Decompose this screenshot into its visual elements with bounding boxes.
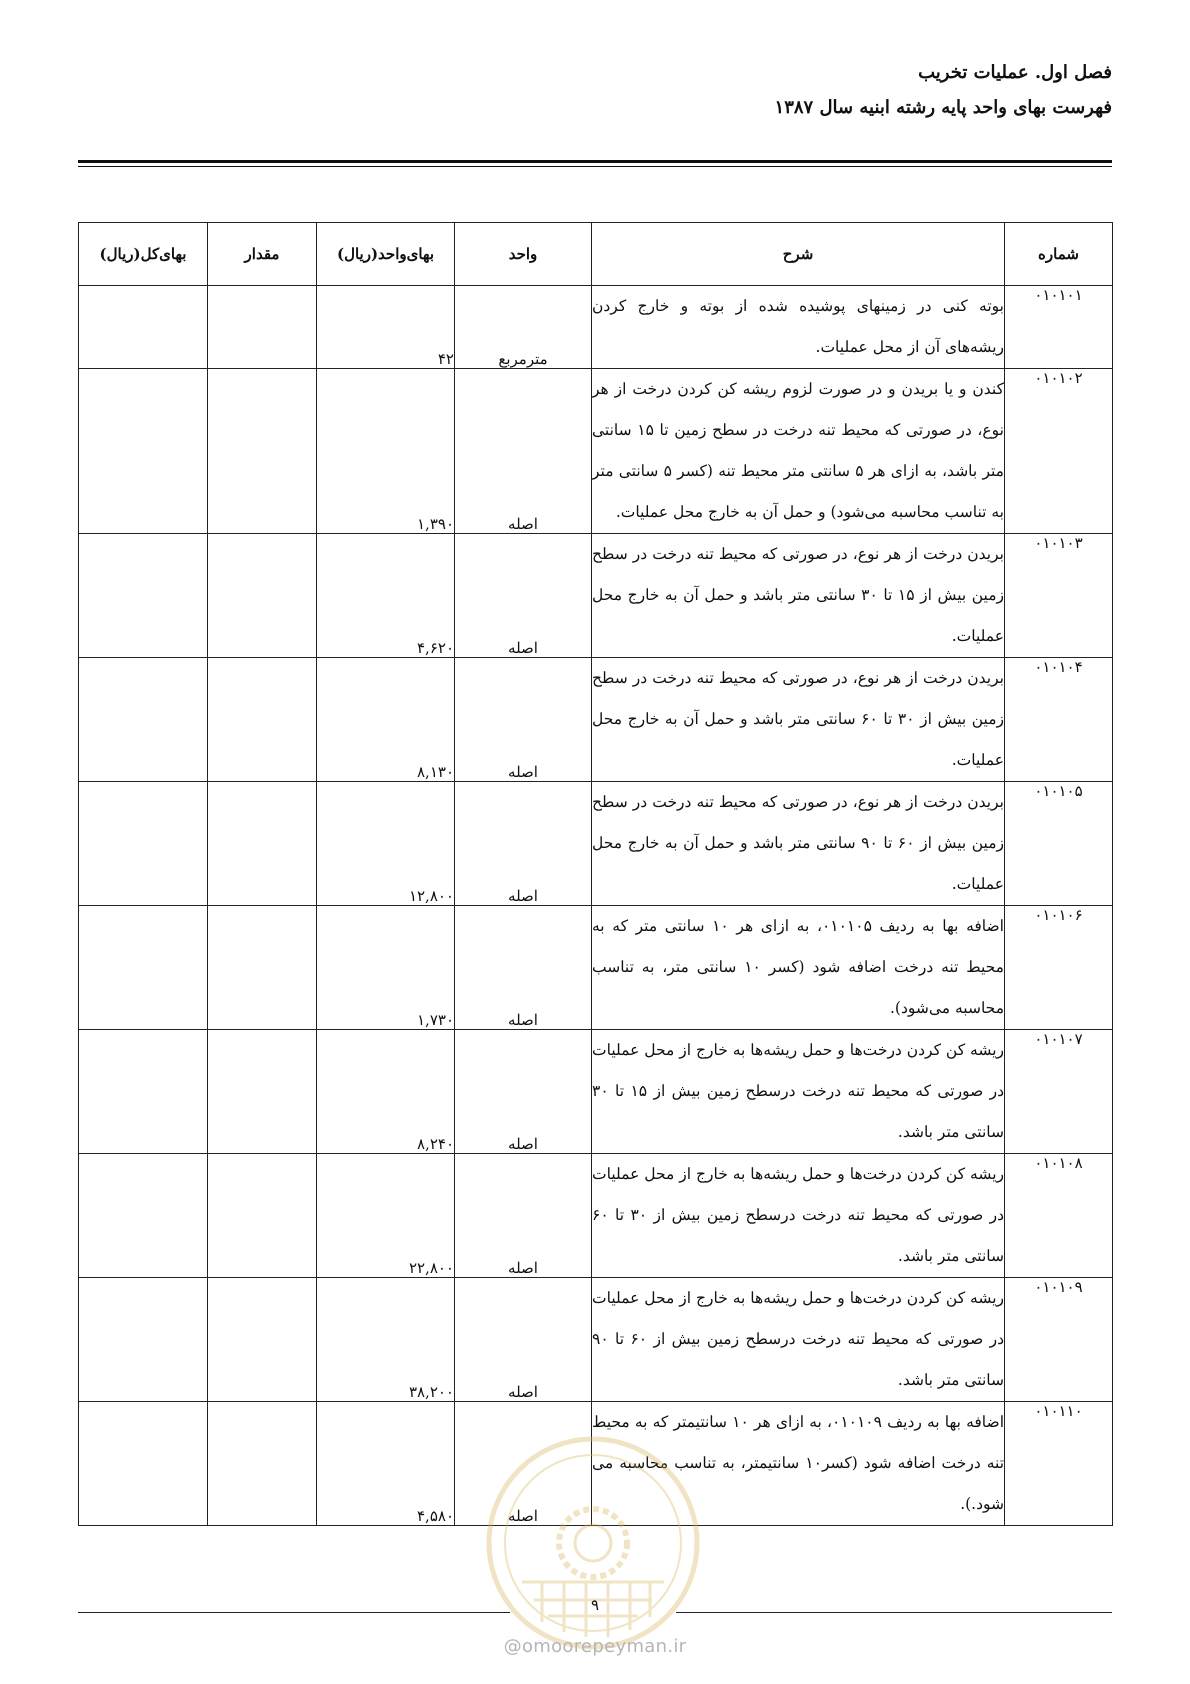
item-unit: اصله bbox=[455, 1402, 592, 1526]
item-unit-price: ۳۸,۲۰۰ bbox=[317, 1278, 455, 1402]
item-total-price bbox=[79, 1030, 208, 1154]
item-unit-price: ۴,۶۲۰ bbox=[317, 534, 455, 658]
item-quantity bbox=[208, 1030, 317, 1154]
item-quantity bbox=[208, 1154, 317, 1278]
column-header-number: شماره bbox=[1005, 223, 1113, 286]
item-total-price bbox=[79, 369, 208, 534]
item-total-price bbox=[79, 906, 208, 1030]
item-quantity bbox=[208, 782, 317, 906]
item-number: ۰۱۰۱۰۱ bbox=[1005, 286, 1113, 369]
item-quantity bbox=[208, 1402, 317, 1526]
table-row bbox=[79, 1030, 1113, 1154]
item-unit: اصله bbox=[455, 1030, 592, 1154]
header-rule-thin bbox=[78, 166, 1112, 167]
item-quantity bbox=[208, 906, 317, 1030]
item-unit-price: ۸,۲۴۰ bbox=[317, 1030, 455, 1154]
item-unit-price: ۱,۷۳۰ bbox=[317, 906, 455, 1030]
item-description: بریدن درخت از هر نوع، در صورتی که محیط تنه درخت در سطح زمین بیش از ۱۵ تا ۳۰ سانتی متر باشد و حمل آن به خارج محل عملیات. bbox=[592, 534, 1005, 658]
item-total-price bbox=[79, 534, 208, 658]
item-total-price bbox=[79, 1402, 208, 1526]
item-unit-price: ۴,۵۸۰ bbox=[317, 1402, 455, 1526]
watermark-site-url: @omoorepeyman.ir bbox=[503, 1636, 687, 1657]
item-number: ۰۱۰۱۰۹ bbox=[1005, 1278, 1113, 1402]
item-quantity bbox=[208, 658, 317, 782]
column-header-unit-price: بهای‌واحد(ریال) bbox=[317, 223, 455, 286]
item-unit: اصله bbox=[455, 782, 592, 906]
item-unit-price: ۱۲,۸۰۰ bbox=[317, 782, 455, 906]
item-unit: اصله bbox=[455, 1278, 592, 1402]
item-number: ۰۱۰۱۰۶ bbox=[1005, 906, 1113, 1030]
table-row bbox=[79, 286, 1113, 369]
item-number: ۰۱۰۱۰۷ bbox=[1005, 1030, 1113, 1154]
table-row bbox=[79, 1278, 1113, 1402]
item-unit: اصله bbox=[455, 369, 592, 534]
item-description: ریشه کن کردن درخت‌ها و حمل ریشه‌ها به خارج از محل عملیات در صورتی که محیط تنه درخت درسطح زمین بیش از ۶۰ تا ۹۰ سانتی متر باشد. bbox=[592, 1278, 1005, 1402]
column-header-description: شرح bbox=[592, 223, 1005, 286]
chapter-title: فصل اول. عملیات تخریب bbox=[918, 62, 1112, 83]
item-total-price bbox=[79, 658, 208, 782]
column-header-quantity: مقدار bbox=[208, 223, 317, 286]
item-description: کندن و یا بریدن و در صورت لزوم ریشه کن کردن درخت از هر نوع، در صورتی که محیط تنه درخت در سطح زمین تا ۱۵ سانتی متر باشد، به ازای هر ۵ سانتی متر محیط تنه (کسر ۵ سانتی متر به تناسب محاسبه می‌شود) و حمل آن به خارج محل عملیات. bbox=[592, 369, 1005, 534]
column-header-total-price: بهای‌کل(ریال) bbox=[79, 223, 208, 286]
column-header-unit: واحد bbox=[455, 223, 592, 286]
item-number: ۰۱۰۱۱۰ bbox=[1005, 1402, 1113, 1526]
item-number: ۰۱۰۱۰۸ bbox=[1005, 1154, 1113, 1278]
item-description: بوته کنی در زمینهای پوشیده شده از بوته و خارج کردن ریشه‌های آن از محل عملیات. bbox=[592, 286, 1005, 369]
table-row bbox=[79, 1154, 1113, 1278]
page-number: ۹ bbox=[590, 1596, 600, 1614]
header-rule-thick bbox=[78, 160, 1112, 163]
item-unit: اصله bbox=[455, 906, 592, 1030]
item-number: ۰۱۰۱۰۵ bbox=[1005, 782, 1113, 906]
table-row bbox=[79, 782, 1113, 906]
item-unit-price: ۴۲ bbox=[317, 286, 455, 369]
item-description: ریشه کن کردن درخت‌ها و حمل ریشه‌ها به خارج از محل عملیات در صورتی که محیط تنه درخت درسطح زمین بیش از ۱۵ تا ۳۰ سانتی متر باشد. bbox=[592, 1030, 1005, 1154]
table-row bbox=[79, 1402, 1113, 1526]
table-row bbox=[79, 534, 1113, 658]
item-total-price bbox=[79, 782, 208, 906]
item-unit-price: ۲۲,۸۰۰ bbox=[317, 1154, 455, 1278]
item-quantity bbox=[208, 534, 317, 658]
table-row bbox=[79, 658, 1113, 782]
item-total-price bbox=[79, 286, 208, 369]
price-list-table bbox=[78, 222, 1113, 1526]
item-unit: اصله bbox=[455, 534, 592, 658]
item-unit: اصله bbox=[455, 658, 592, 782]
item-quantity bbox=[208, 369, 317, 534]
page-header bbox=[775, 62, 1112, 118]
item-description: ریشه کن کردن درخت‌ها و حمل ریشه‌ها به خارج از محل عملیات در صورتی که محیط تنه درخت درسطح زمین بیش از ۳۰ تا ۶۰ سانتی متر باشد. bbox=[592, 1154, 1005, 1278]
item-unit: مترمربع bbox=[455, 286, 592, 369]
item-unit-price: ۸,۱۳۰ bbox=[317, 658, 455, 782]
item-description: اضافه بها به ردیف ۰۱۰۱۰۵، به ازای هر ۱۰ سانتی متر که به محیط تنه درخت اضافه شود (کسر ۱۰ سانتی متر، به تناسب محاسبه می‌شود). bbox=[592, 906, 1005, 1030]
table-header-row bbox=[79, 223, 1113, 286]
item-unit: اصله bbox=[455, 1154, 592, 1278]
item-number: ۰۱۰۱۰۲ bbox=[1005, 369, 1113, 534]
item-total-price bbox=[79, 1154, 208, 1278]
item-number: ۰۱۰۱۰۳ bbox=[1005, 534, 1113, 658]
document-subtitle: فهرست بهای واحد پایه رشته ابنیه سال ۱۳۸۷ bbox=[774, 97, 1112, 118]
item-description: اضافه بها به ردیف ۰۱۰۱۰۹، به ازای هر ۱۰ سانتیمتر که به محیط تنه درخت اضافه شود (کسر۱۰ سانتیمتر، به تناسب محاسبه می شود.). bbox=[592, 1402, 1005, 1526]
table-row bbox=[79, 369, 1113, 534]
item-description: بریدن درخت از هر نوع، در صورتی که محیط تنه درخت در سطح زمین بیش از ۳۰ تا ۶۰ سانتی متر باشد و حمل آن به خارج محل عملیات. bbox=[592, 658, 1005, 782]
item-number: ۰۱۰۱۰۴ bbox=[1005, 658, 1113, 782]
item-unit-price: ۱,۳۹۰ bbox=[317, 369, 455, 534]
item-total-price bbox=[79, 1278, 208, 1402]
item-description: بریدن درخت از هر نوع، در صورتی که محیط تنه درخت در سطح زمین بیش از ۶۰ تا ۹۰ سانتی متر باشد و حمل آن به خارج محل عملیات. bbox=[592, 782, 1005, 906]
item-quantity bbox=[208, 286, 317, 369]
item-quantity bbox=[208, 1278, 317, 1402]
table-row bbox=[79, 906, 1113, 1030]
